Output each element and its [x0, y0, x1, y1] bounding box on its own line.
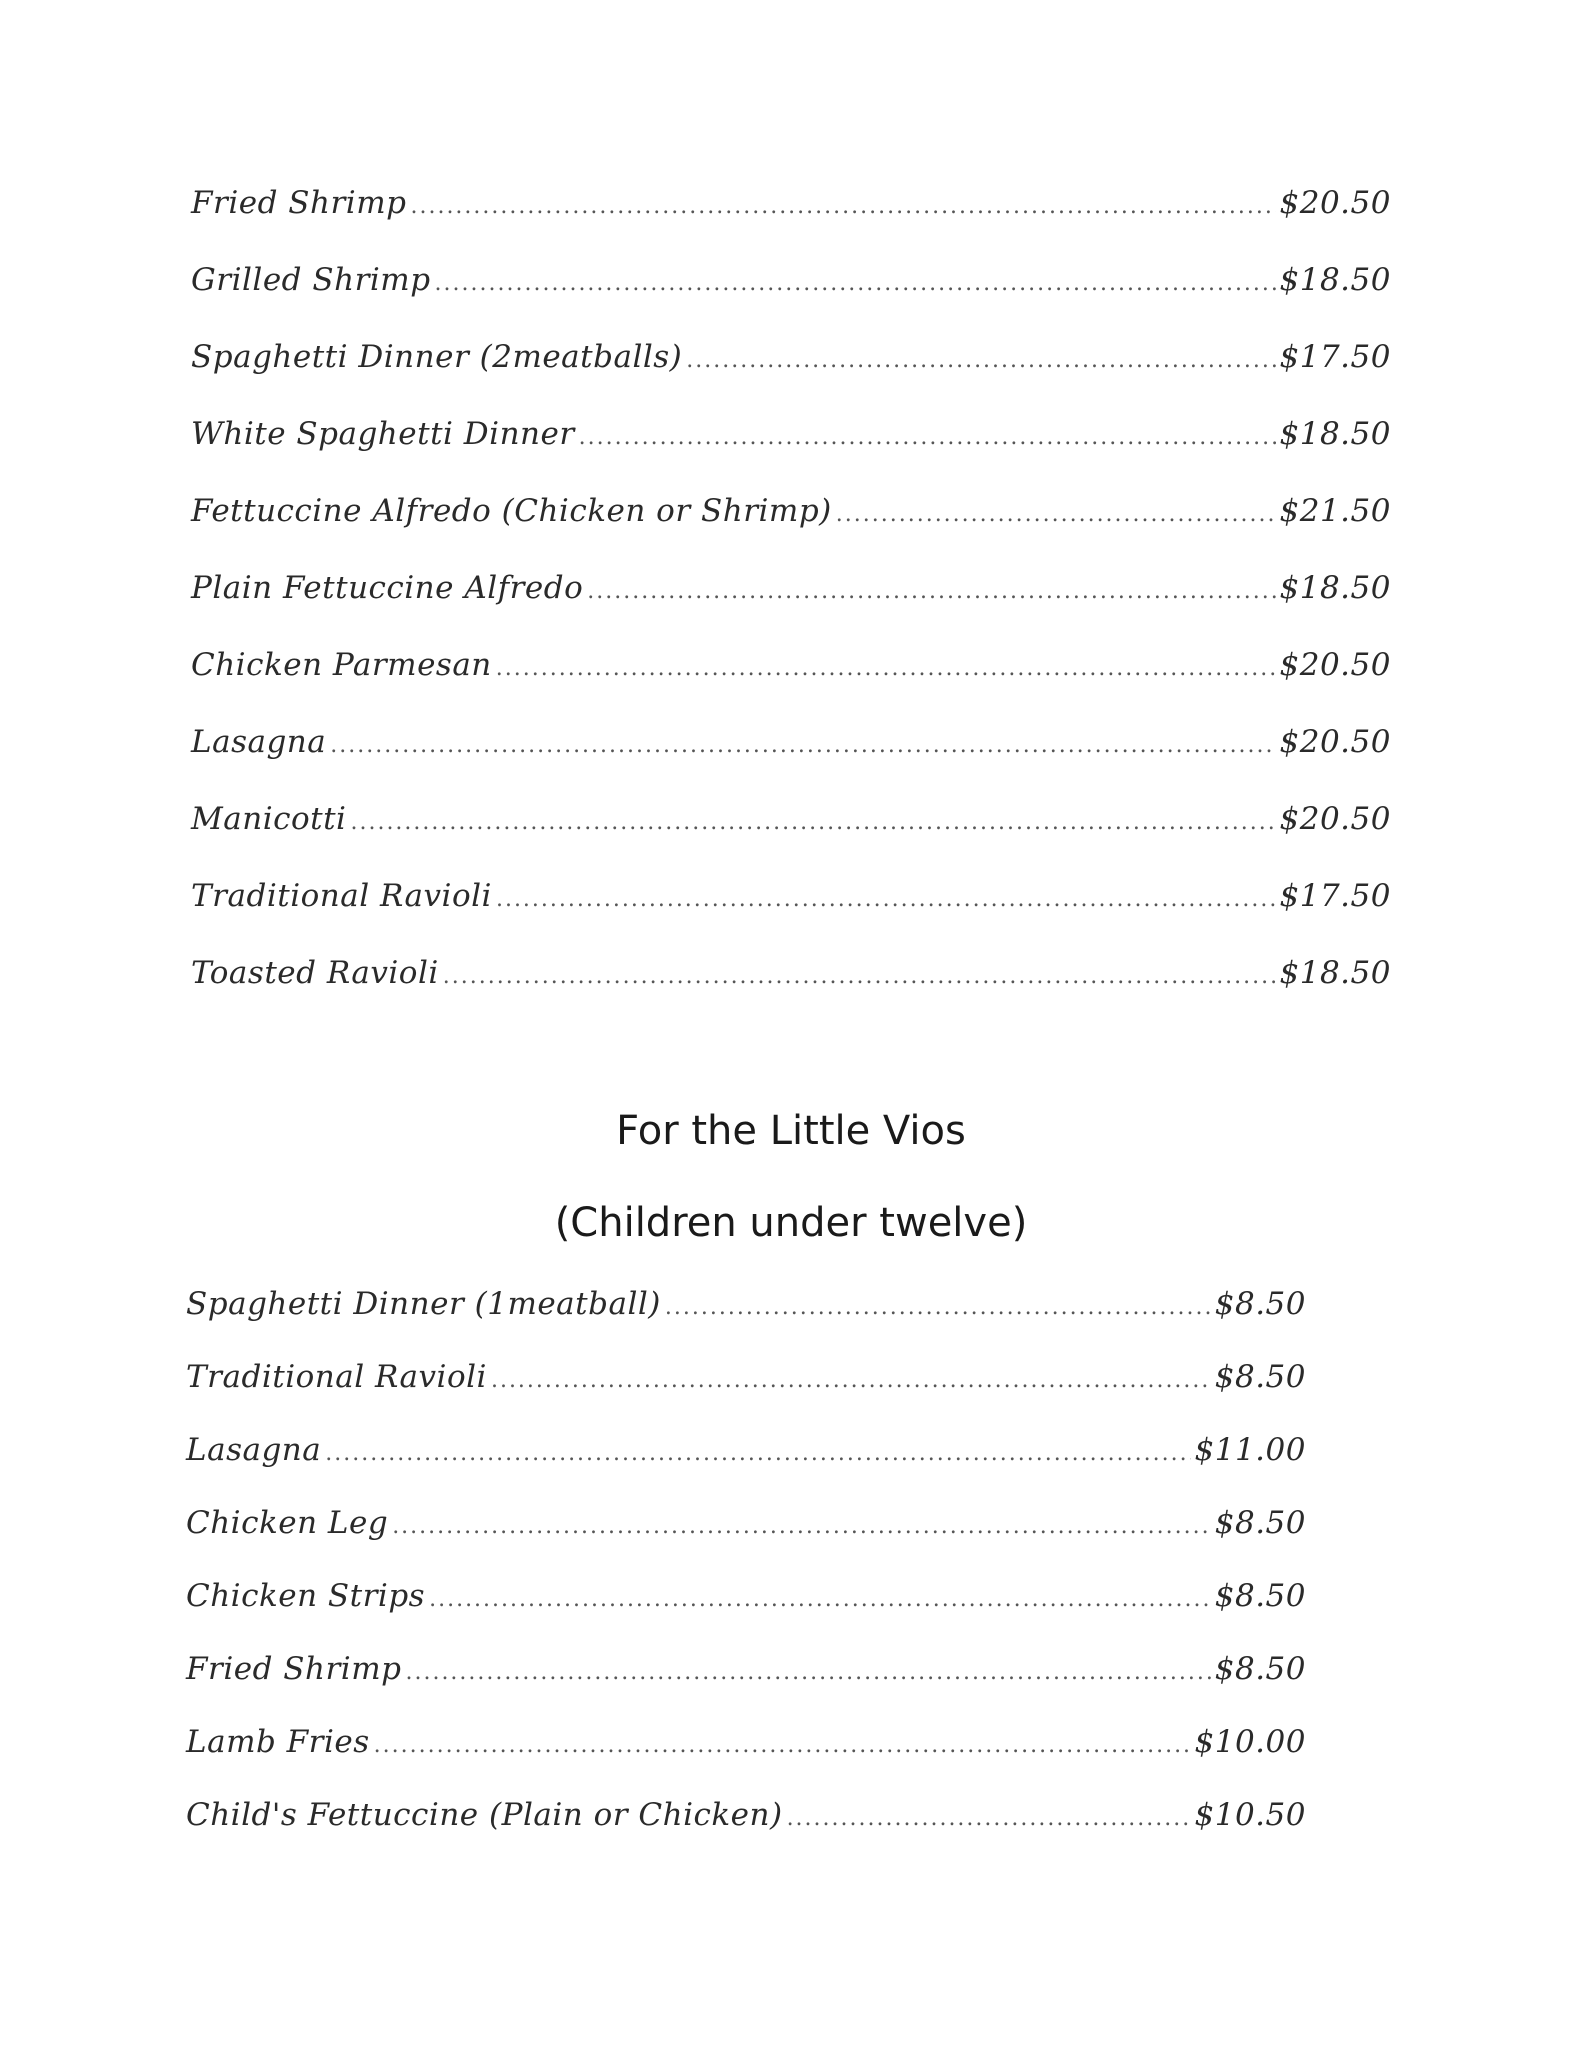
item-price: $20.50	[1279, 724, 1391, 760]
item-price: $20.50	[1279, 185, 1391, 221]
dot-leader	[405, 1660, 1210, 1685]
dot-leader	[787, 1806, 1191, 1831]
item-price: $20.50	[1279, 647, 1391, 683]
item-price: $8.50	[1214, 1505, 1306, 1541]
dot-leader	[836, 502, 1276, 527]
item-name: Chicken Leg	[186, 1505, 389, 1541]
kids-menu-item	[186, 1505, 1306, 1578]
item-name: Chicken Strips	[186, 1578, 426, 1614]
item-name: Plain Fettuccine Alfredo	[191, 570, 584, 606]
dot-leader	[587, 579, 1275, 604]
item-name: Traditional Ravioli	[191, 878, 492, 914]
item-price: $17.50	[1279, 339, 1391, 375]
dot-leader	[491, 1368, 1211, 1393]
menu-item	[191, 724, 1391, 801]
item-name: Lamb Fries	[186, 1724, 370, 1760]
kids-menu-item	[186, 1286, 1306, 1359]
kids-menu-item	[186, 1797, 1306, 1870]
dot-leader	[686, 348, 1275, 373]
main-menu-list	[191, 185, 1391, 1032]
item-name: Lasagna	[186, 1432, 322, 1468]
dot-leader	[435, 271, 1276, 296]
item-price: $17.50	[1279, 878, 1391, 914]
item-name: Grilled Shrimp	[191, 262, 431, 298]
kids-menu-item	[186, 1578, 1306, 1651]
item-price: $8.50	[1214, 1286, 1306, 1322]
menu-item	[191, 647, 1391, 724]
dot-leader	[374, 1733, 1191, 1758]
menu-item	[191, 262, 1391, 339]
item-name: Manicotti	[191, 801, 347, 837]
item-price: $18.50	[1279, 262, 1391, 298]
item-name: Chicken Parmesan	[191, 647, 492, 683]
item-name: Fried Shrimp	[186, 1651, 402, 1687]
item-name: Child's Fettuccine (Plain or Chicken)	[186, 1797, 783, 1833]
item-price: $11.00	[1194, 1432, 1306, 1468]
dot-leader	[350, 810, 1275, 835]
kids-menu-list	[186, 1286, 1306, 1870]
kids-menu-item	[186, 1432, 1306, 1505]
menu-item	[191, 493, 1391, 570]
item-name: Spaghetti Dinner (1meatball)	[186, 1286, 661, 1322]
menu-item	[191, 339, 1391, 416]
kids-section-subtitle: (Children under twelve)	[554, 1200, 1028, 1246]
kids-section-title: For the Little Vios	[616, 1108, 966, 1154]
item-price: $18.50	[1279, 955, 1391, 991]
menu-item	[191, 801, 1391, 878]
menu-item	[191, 955, 1391, 1032]
dot-leader	[579, 425, 1276, 450]
item-price: $10.00	[1194, 1724, 1306, 1760]
dot-leader	[392, 1514, 1211, 1539]
item-price: $10.50	[1194, 1797, 1306, 1833]
item-name: White Spaghetti Dinner	[191, 416, 575, 452]
dot-leader	[496, 887, 1276, 912]
item-name: Spaghetti Dinner (2meatballs)	[191, 339, 683, 375]
dot-leader	[330, 733, 1275, 758]
kids-menu-item	[186, 1359, 1306, 1432]
item-price: $20.50	[1279, 801, 1391, 837]
item-name: Fried Shrimp	[191, 185, 407, 221]
item-price: $8.50	[1214, 1359, 1306, 1395]
dot-leader	[410, 194, 1275, 219]
item-name: Fettuccine Alfredo (Chicken or Shrimp)	[191, 493, 832, 529]
dot-leader	[496, 656, 1276, 681]
menu-item	[191, 416, 1391, 493]
item-price: $8.50	[1214, 1651, 1306, 1687]
menu-item	[191, 878, 1391, 955]
item-name: Toasted Ravioli	[191, 955, 439, 991]
item-price: $21.50	[1279, 493, 1391, 529]
kids-menu-item	[186, 1724, 1306, 1797]
kids-menu-item	[186, 1651, 1306, 1724]
item-price: $18.50	[1279, 570, 1391, 606]
menu-item	[191, 570, 1391, 647]
dot-leader	[325, 1441, 1190, 1466]
dot-leader	[429, 1587, 1211, 1612]
dot-leader	[443, 964, 1276, 989]
item-name: Traditional Ravioli	[186, 1359, 487, 1395]
item-name: Lasagna	[191, 724, 327, 760]
item-price: $8.50	[1214, 1578, 1306, 1614]
item-price: $18.50	[1279, 416, 1391, 452]
dot-leader	[665, 1295, 1211, 1320]
menu-item	[191, 185, 1391, 262]
